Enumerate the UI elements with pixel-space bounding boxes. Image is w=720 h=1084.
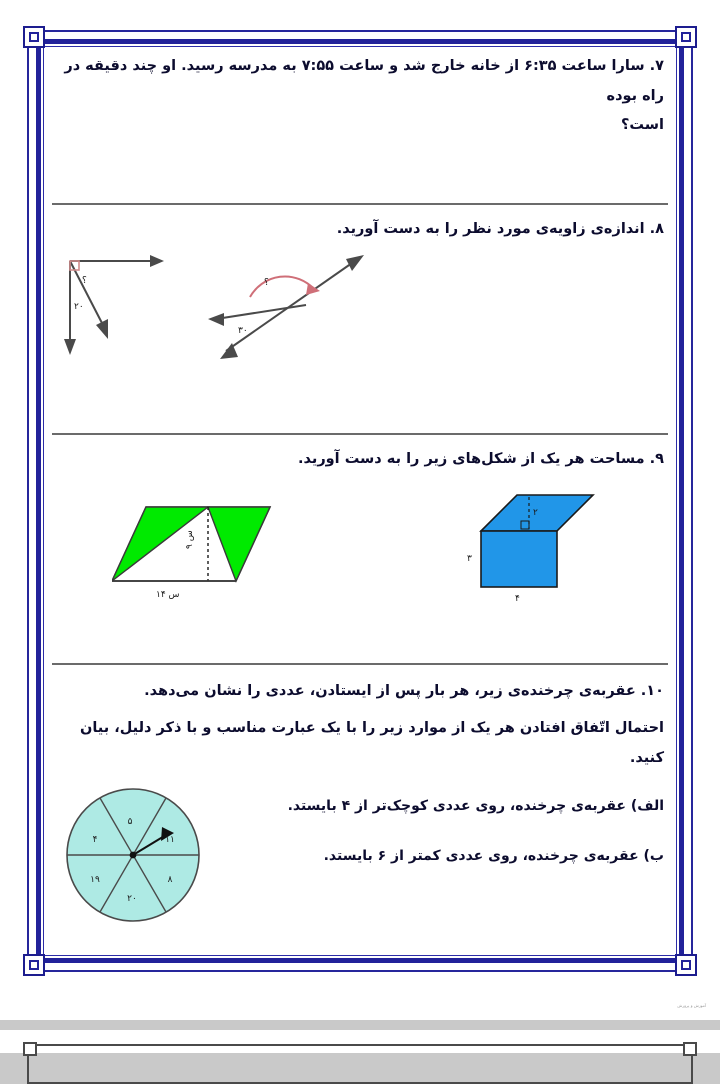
box-height-label: ۳: [466, 553, 472, 564]
transversal-angle-figure: [202, 247, 392, 372]
question-9-text: ۹. مساحت هر یک از شکل‌های زیر را به دست آورید.: [297, 450, 664, 467]
question-8-unknown-label-right: ؟: [82, 275, 87, 286]
question-8-known-label-right: ۲۰: [74, 301, 84, 312]
spinner-label-2: ۱۱: [165, 834, 175, 845]
worksheet-page-2: [0, 1030, 720, 1053]
spinner-wheel-figure: [58, 780, 208, 930]
question-8-text: ۸. اندازه‌ی زاویه‌ی مورد نظر را به دست آورید.: [336, 221, 664, 238]
frame-corner-top-left: [23, 26, 45, 48]
question-8-figures: [52, 247, 668, 377]
frame-corner-bottom-right: [675, 954, 697, 976]
question-8-unknown-label-transversal: ؟: [264, 277, 269, 288]
page-watermark: آموزش و پرورش: [677, 1003, 706, 1008]
question-8-known-label-transversal: ۳۰: [238, 325, 248, 336]
question-9: [52, 435, 668, 663]
page-2-frame-corner-left: [23, 1042, 37, 1056]
question-7: [52, 52, 668, 203]
page-2-frame-corner-right: [683, 1042, 697, 1056]
parallelogram-height-label: ۹ س: [185, 529, 196, 549]
question-7-answer-space[interactable]: [52, 141, 668, 203]
box-top-height-label: ۲: [532, 507, 538, 518]
spinner-label-4: ۲۰: [127, 893, 137, 904]
page-separator-gap: [0, 1020, 720, 1030]
question-10-body: [52, 780, 668, 930]
box-base-label: ۴: [514, 593, 520, 604]
frame-corner-top-right: [675, 26, 697, 48]
question-10-instruction: احتمال اتّفاق افتادن هر یک از موارد زیر را با یک عبارت مناسب و با ذکر دلیل، بیان کنید.: [79, 720, 664, 767]
question-9-figures: [52, 487, 668, 617]
question-10-part-b: ب) عقربه‌ی چرخنده، روی عددی کمتر از ۶ بایستد.: [323, 848, 664, 865]
question-10-text: ۱۰. عقربه‌ی چرخنده‌ی زیر، هر بار پس از ایستادن، عددی را نشان می‌دهد.: [144, 682, 664, 699]
spinner-label-6: ۴: [92, 834, 98, 845]
question-7-line-2: است؟: [621, 117, 664, 134]
page-2-border-frame: [27, 1044, 693, 1084]
spinner-label-3: ۸: [167, 874, 173, 885]
parallelogram-base-label: ۱۴ س: [156, 589, 180, 600]
spinner-label-5: ۱۹: [90, 874, 100, 885]
spinner-label-1: ۵: [127, 816, 133, 827]
question-9-answer-space[interactable]: [52, 617, 668, 663]
frame-corner-bottom-left: [23, 954, 45, 976]
blue-box-figure: [433, 487, 608, 612]
question-7-line-1: ۷. سارا ساعت ۶:۳۵ از خانه خارج شد و ساعت ۷:۵۵ به مدرسه رسید. او چند دقیقه در راه بوده: [64, 58, 664, 104]
green-parallelogram-figure: [112, 487, 312, 612]
question-10-part-a: الف) عقربه‌ی چرخنده، روی عددی کوچک‌تر از ۴ بایستد.: [287, 797, 664, 814]
question-8-answer-space[interactable]: [52, 377, 668, 433]
worksheet-content: [52, 52, 668, 948]
question-10: [52, 665, 668, 930]
question-8: [52, 205, 668, 433]
right-angle-figure: [52, 247, 202, 372]
